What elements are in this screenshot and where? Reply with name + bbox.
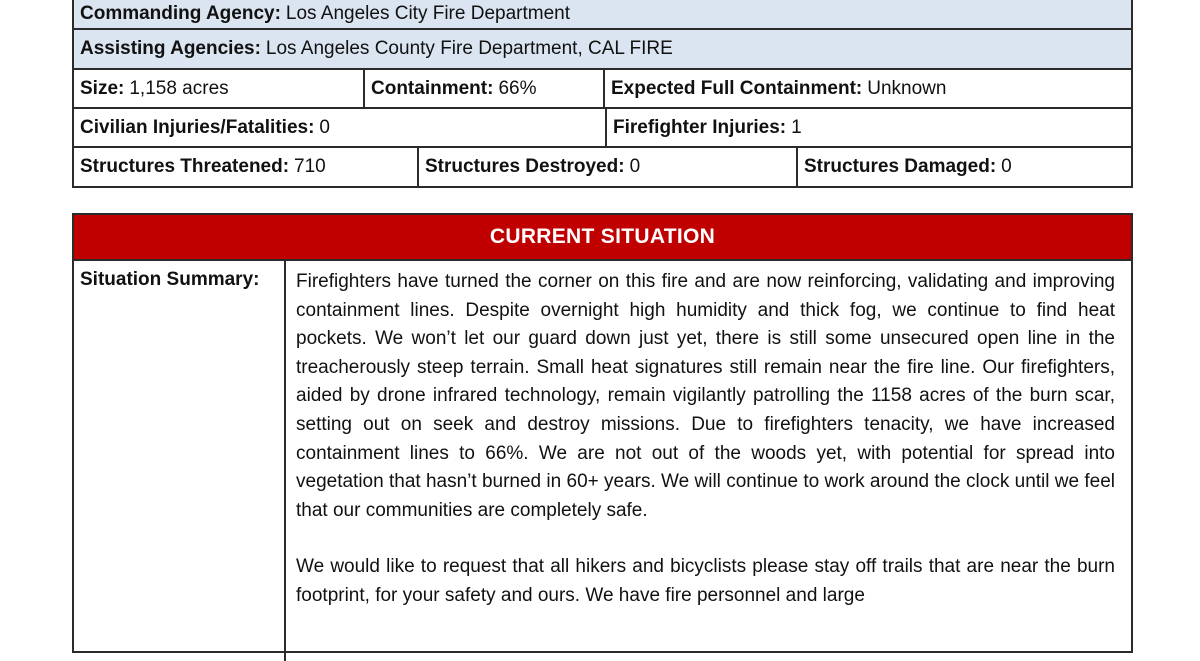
commanding-agency-label: Commanding Agency: [80,3,281,24]
structures-threatened-cell [74,148,417,186]
size-value: 1,158 acres [129,77,229,99]
expected-full-containment-cell [603,70,1131,107]
structures-destroyed-value: 0 [629,156,641,177]
injuries-row [74,109,1131,148]
firefighter-injuries-value: 1 [791,116,802,138]
civilian-injuries-value: 0 [319,116,330,138]
structures-damaged-cell [796,148,1131,186]
civilian-injuries-label: Civilian Injuries/Fatalities: [80,116,315,138]
commanding-agency-value: Los Angeles City Fire Department [285,3,570,24]
situation-paragraph: Firefighters have turned the corner on this fire and are now reinforcing, validating and improving containment lines. Despite overnight high humidity and thick fog, we continue to find heat pockets. We won’t let our guard down just yet, there is still some unsecured open line in the treacherously steep terrain. Small heat signatures still remain near the fire line. Our firefighters, aided by drone infrared technology, remain vigilantly patrolling the 1158 acres of the burn scar, setting out on seek and destroy missions. Due to firefighters tenacity, we have increased containment lines to 66%. We are not out of the woods yet, with potential for spread into vegetation that hasn’t burned in 60+ years. We will continue to work around the clock until we feel that our communities are completely safe. [296,271,1115,521]
firefighter-injuries-label: Firefighter Injuries: [613,116,787,138]
situation-summary-text [286,261,1131,661]
civilian-injuries-cell [74,109,605,146]
size-cell [74,70,363,107]
structures-damaged-value: 0 [1001,156,1012,177]
structures-row [74,148,1131,186]
commanding-agency-row [74,0,1131,30]
assisting-agencies-label: Assisting Agencies: [80,38,261,59]
structures-threatened-label: Structures Threatened: [80,156,290,177]
current-situation-section [72,213,1133,653]
expected-full-containment-label: Expected Full Containment: [611,77,863,99]
assisting-agencies-cell [74,30,1131,68]
containment-cell [363,70,603,107]
situation-paragraph: We would like to request that all hikers and bicyclists please stay off trails that are near the burn footprint, for your safety and ours. We have fire personnel and large [296,556,1115,606]
firefighter-injuries-cell [605,109,1131,146]
containment-value: 66% [498,77,537,99]
size-label: Size: [80,77,125,99]
situation-summary-label: Situation Summary: [74,261,286,661]
size-containment-row [74,70,1131,109]
incident-info-table [72,0,1133,188]
structures-threatened-value: 710 [294,156,326,177]
commanding-agency-cell [74,0,1131,28]
assisting-agencies-row [74,30,1131,70]
containment-label: Containment: [371,77,494,99]
expected-full-containment-value: Unknown [867,77,947,99]
current-situation-header: CURRENT SITUATION [74,215,1131,261]
assisting-agencies-value: Los Angeles County Fire Department, CAL FIRE [265,38,673,59]
structures-destroyed-cell [417,148,796,186]
situation-summary-row [74,261,1131,661]
structures-destroyed-label: Structures Destroyed: [425,156,625,177]
structures-damaged-label: Structures Damaged: [804,156,997,177]
